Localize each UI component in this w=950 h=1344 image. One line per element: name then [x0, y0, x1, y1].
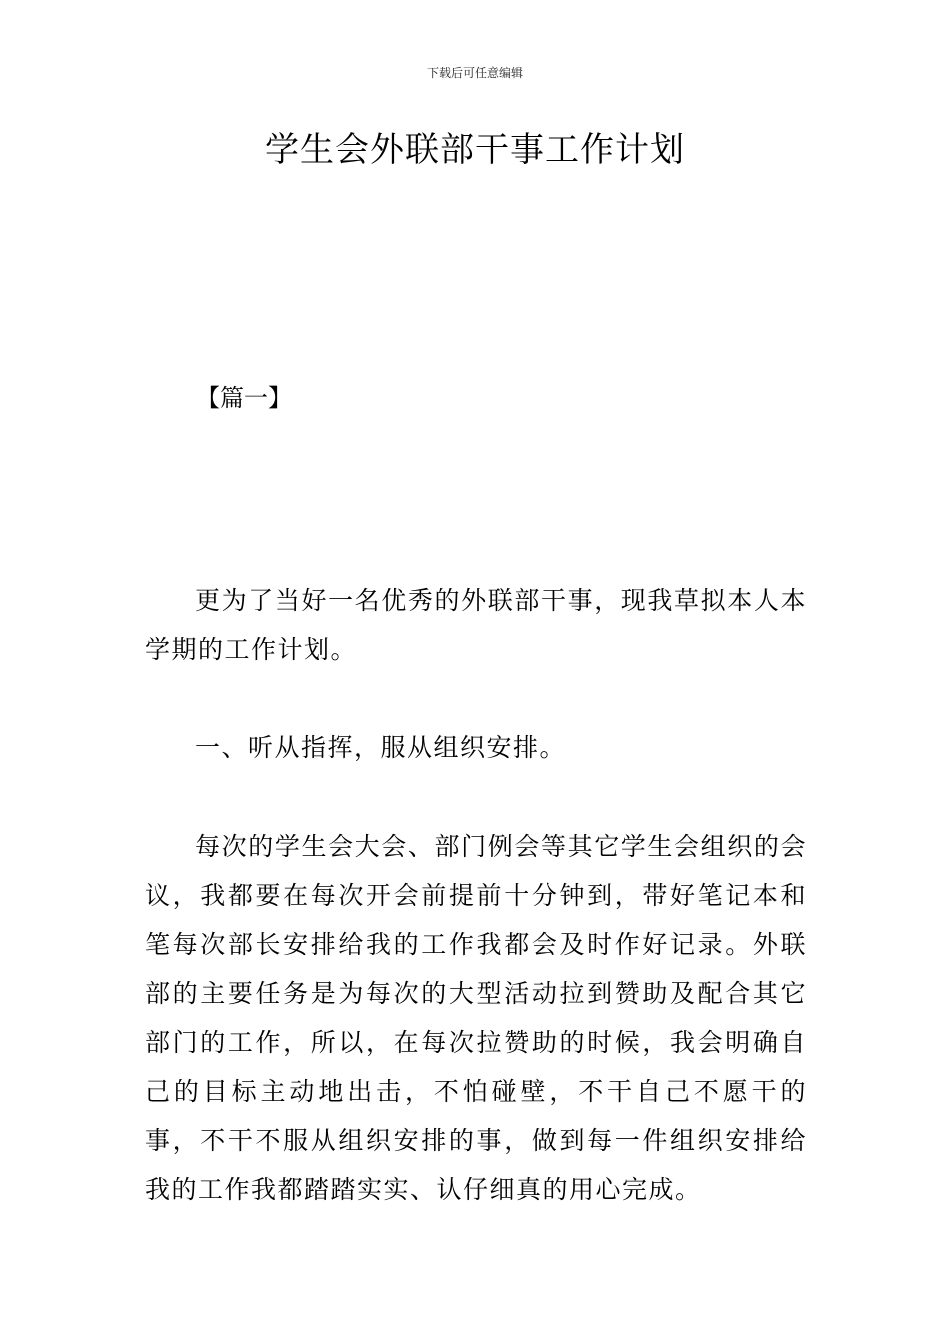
paragraph-two: 每次的学生会大会、部门例会等其它学生会组织的会议，我都要在每次开会前提前十分钟到，带好笔记本和笔每次部长安排给我的工作我都会及时作好记录。外联部的主要任务是为每次的大型活动拉到赞助及配合其它部门的工作，所以，在每次拉赞助的时候，我会明确自己的目标主动地出击，不怕碰壁，不干自己不愿干的事，不干不服从组织安排的事，做到每一件组织安排给我的工作我都踏踏实实、认仔细真的用心完成。	[145, 832, 807, 1204]
header-note: 下载后可任意编辑	[426, 66, 523, 80]
section-label: 【篇一】	[196, 384, 292, 412]
point-one-heading: 一、听从指挥，服从组织安排。	[195, 733, 567, 762]
intro-paragraph: 更为了当好一名优秀的外联部干事，现我草拟本人本学期的工作计划。	[145, 586, 807, 664]
point-one-block	[145, 723, 807, 772]
intro-paragraph-block	[145, 576, 807, 674]
paragraph-two-block	[145, 822, 807, 1214]
document-title: 学生会外联部干事工作计划	[265, 130, 685, 170]
